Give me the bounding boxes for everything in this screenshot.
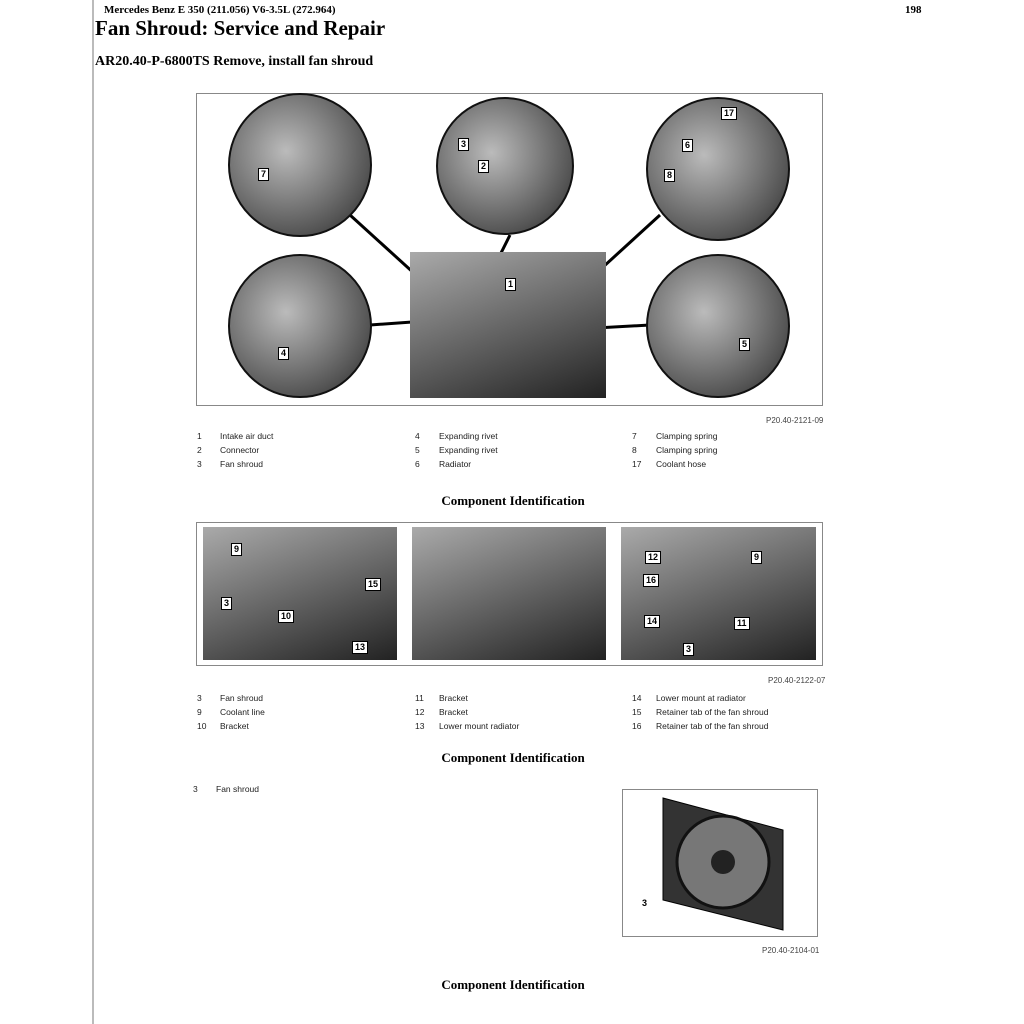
legend-number: 17	[632, 459, 642, 469]
callout: 8	[664, 169, 675, 182]
legend-number: 2	[197, 445, 202, 455]
car-engine-bay-photo	[410, 252, 606, 398]
callout: 6	[682, 139, 693, 152]
figure-id: P20.40-2104-01	[762, 946, 820, 955]
legend-number: 3	[193, 784, 198, 794]
legend-number: 13	[415, 721, 425, 731]
document-header: Mercedes Benz E 350 (211.056) V6-3.5L (272.964)	[104, 4, 336, 16]
callout: 3	[458, 138, 469, 151]
figure-caption: Component Identification	[441, 750, 585, 765]
legend-label: Bracket	[439, 693, 468, 703]
callout: 5	[739, 338, 750, 351]
callout: 10	[278, 610, 294, 623]
callout: 7	[258, 168, 269, 181]
callout: 17	[721, 107, 737, 120]
legend-number: 15	[632, 707, 642, 717]
legend-label: Fan shroud	[220, 459, 263, 469]
callout: 3	[642, 898, 648, 908]
figure-3-image	[622, 789, 818, 937]
legend-number: 11	[415, 693, 424, 703]
callout: 9	[231, 543, 242, 556]
callout: 1	[505, 278, 516, 291]
figure-id: P20.40-2122-07	[768, 676, 826, 685]
legend-label: Fan shroud	[220, 693, 263, 703]
callout: 9	[751, 551, 762, 564]
callout: 13	[352, 641, 368, 654]
procedure-subtitle: AR20.40-P-6800TS Remove, install fan shroud	[95, 54, 374, 69]
detail-circle-top-center	[436, 97, 574, 235]
figure-caption: Component Identification	[441, 493, 585, 508]
legend-number: 7	[632, 431, 637, 441]
legend-label: Coolant hose	[656, 459, 707, 469]
legend-label: Retainer tab of the fan shroud	[656, 721, 769, 731]
detail-circle-bottom-left	[228, 254, 372, 398]
legend-label: Fan shroud	[216, 784, 259, 794]
figure-caption: Component Identification	[441, 977, 585, 992]
detail-circle-top-left	[228, 93, 372, 237]
legend-label: Bracket	[439, 707, 468, 717]
callout: 14	[644, 615, 660, 628]
legend-label: Lower mount at radiator	[656, 693, 746, 703]
legend-label: Retainer tab of the fan shroud	[656, 707, 769, 717]
callout: 3	[221, 597, 232, 610]
legend-label: Bracket	[220, 721, 249, 731]
legend-label: Expanding rivet	[439, 445, 498, 455]
legend-number: 14	[632, 693, 642, 703]
fan-shroud-drawing	[623, 790, 819, 938]
callout: 15	[365, 578, 381, 591]
legend-label: Clamping spring	[656, 431, 718, 441]
page-number: 198	[905, 4, 922, 16]
legend-label: Radiator	[439, 459, 472, 469]
legend-label: Expanding rivet	[439, 431, 498, 441]
legend-number: 10	[197, 721, 207, 731]
detail-circle-bottom-right	[646, 254, 790, 398]
car-engine-bay-photo	[412, 527, 606, 660]
callout: 2	[478, 160, 489, 173]
callout: 12	[645, 551, 661, 564]
page-title: Fan Shroud: Service and Repair	[95, 16, 386, 40]
legend-label: Coolant line	[220, 707, 265, 717]
legend-number: 6	[415, 459, 420, 469]
callout: 3	[683, 643, 694, 656]
fan-shroud-right-detail-photo	[621, 527, 816, 660]
legend-number: 9	[197, 707, 202, 717]
figure-id: P20.40-2121-09	[766, 416, 824, 425]
legend-number: 12	[415, 707, 425, 717]
legend-label: Intake air duct	[220, 431, 274, 441]
legend-number: 16	[632, 721, 642, 731]
legend-number: 1	[197, 431, 202, 441]
legend-number: 3	[197, 693, 202, 703]
legend-label: Clamping spring	[656, 445, 718, 455]
legend-label: Connector	[220, 445, 260, 455]
legend-number: 8	[632, 445, 637, 455]
legend-number: 4	[415, 431, 420, 441]
callout: 4	[278, 347, 289, 360]
legend-number: 3	[197, 459, 202, 469]
legend-label: Lower mount radiator	[439, 721, 520, 731]
callout: 11	[734, 617, 750, 630]
callout: 16	[643, 574, 659, 587]
legend-number: 5	[415, 445, 420, 455]
